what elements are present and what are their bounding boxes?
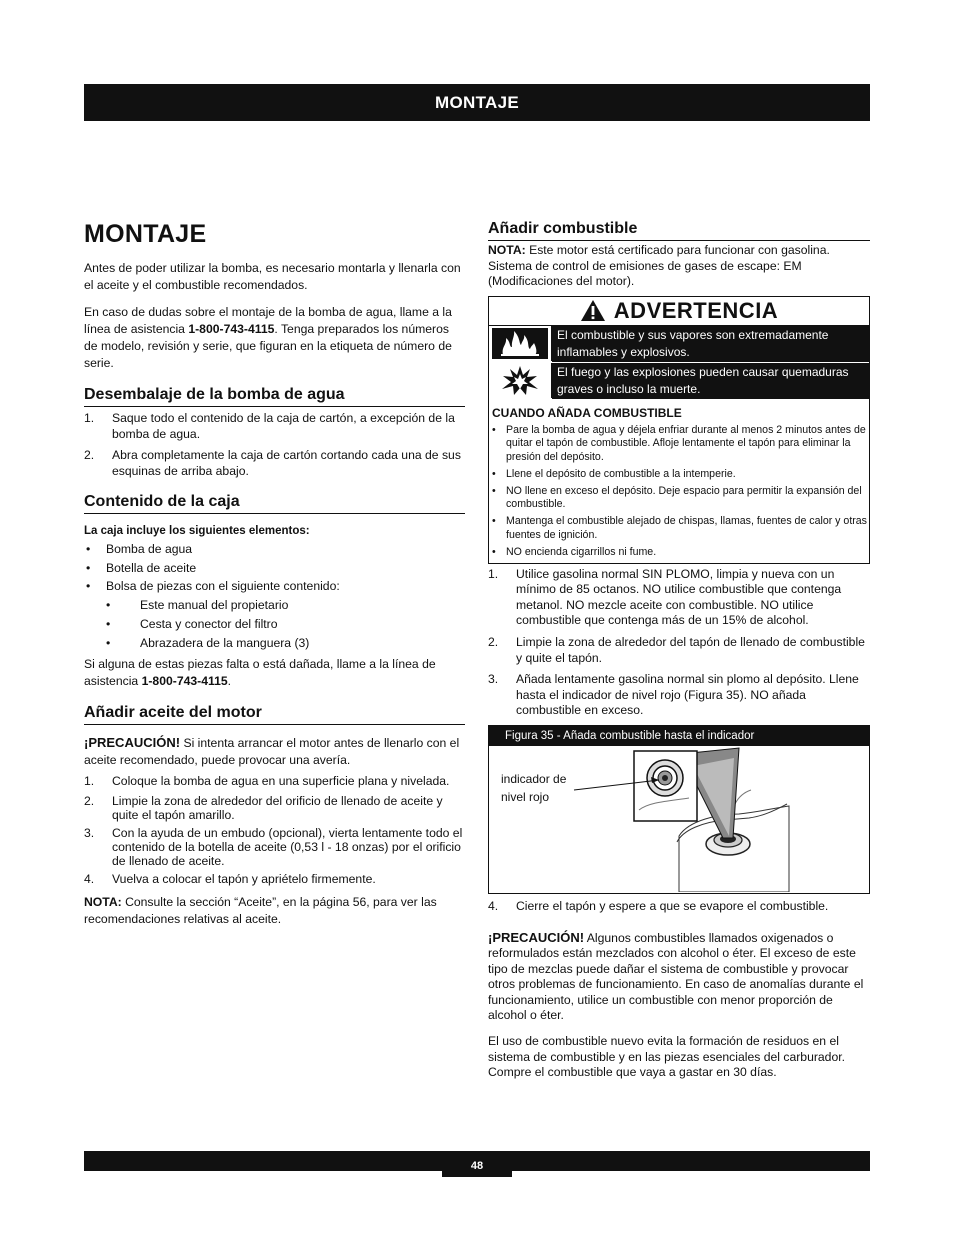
step-number: 3. <box>488 672 499 687</box>
explosion-icon <box>492 365 548 396</box>
oil-caution <box>84 734 465 769</box>
step-number: 2. <box>84 448 95 462</box>
step-number: 1. <box>84 411 95 425</box>
list-item: • Abrazadera de la manguera (3) <box>84 634 465 653</box>
step-number: 1. <box>84 774 95 789</box>
step-text: Con la ayuda de un embudo (opcional), vierta lentamente todo el contenido de la botella de aceite (0,53 l - 18 onzas) por el orificio de llenado de aceite. <box>112 825 463 868</box>
list-item <box>488 635 870 666</box>
list-item <box>488 672 870 719</box>
fuel-caution <box>488 930 870 1025</box>
missing-text-a: Si alguna de estas piezas falta o está dañada, llame a la línea de asistencia <box>84 657 436 689</box>
contents-heading: Contenido de la caja <box>84 493 465 514</box>
page-number: 48 <box>442 1151 512 1177</box>
list-item <box>84 448 465 479</box>
figure-label-line-2: nivel rojo <box>501 790 550 805</box>
list-item: • Bomba de agua <box>84 540 465 559</box>
warning-title: ADVERTENCIA <box>613 297 779 323</box>
list-item: • Pare la bomba de agua y déjela enfriar durante al menos 2 minutos antes de quitar el tapón de combustible. Afloje lentamente el tapón para eliminar la presión del depósito. <box>489 424 869 465</box>
hazard-text-fire: El combustible y sus vapores son extremadamente inflamables y explosivos. <box>552 326 869 362</box>
fuel-note <box>488 243 870 290</box>
step-number: 4. <box>84 871 95 886</box>
note-label: NOTA: <box>488 243 526 257</box>
step-text: Vuelva a colocar el tapón y apriételo firmemente. <box>112 871 376 886</box>
oil-steps <box>84 774 465 887</box>
intro-paragraph-1: Antes de poder utilizar la bomba, es necesario montarla y llenarla con el aceite y el combustible recomendados. <box>84 261 461 292</box>
step-text: Limpie la zona de alrededor del tapón de llenado de combustible y quite el tapón. <box>516 635 865 665</box>
list-item <box>84 872 465 888</box>
missing-parts-paragraph <box>84 656 465 690</box>
figure-label-line-1: indicador de <box>501 772 567 787</box>
warning-box <box>488 296 870 564</box>
support-phone: 1-800-743-4115 <box>141 674 228 689</box>
page-title: MONTAJE <box>84 220 207 248</box>
list-item <box>488 899 870 915</box>
figure-caption: Figura 35 - Añada combustible hasta el indicador <box>489 726 869 746</box>
warning-subheading: CUANDO AÑADA COMBUSTIBLE <box>489 400 869 420</box>
caution-text: Algunos combustibles llamados oxigenados o reformulados están mezclados con alcohol o éter. El exceso de este tipo de mezclas puede dañar el sistema de combustible y provocar otros problemas de funcionamiento. En caso de anomalías durante el funcionamiento, utilice un combustible con menor proporción de alcohol o éter. <box>488 930 864 1023</box>
list-item: • Botella de aceite <box>84 559 465 578</box>
step-text: Utilice gasolina normal SIN PLOMO, limpia y nueva con un mínimo de 85 octanos. NO utilice combustible que contenga metanol. NO mezcle aceite con combustible. NO utilice combustible que contenga más de un 15% de alcohol. <box>516 566 842 628</box>
caution-label: ¡PRECAUCIÓN! <box>84 735 181 751</box>
list-item: • NO llene en exceso el depósito. Deje espacio para permitir la expansión del combustible. <box>489 485 869 513</box>
warning-list <box>489 424 869 560</box>
hazard-row-fire <box>489 326 869 363</box>
hazard-icon-cell <box>489 363 552 398</box>
step-number: 4. <box>488 899 499 914</box>
step-text: Saque todo el contenido de la caja de cartón, a excepción de la bomba de agua. <box>112 411 455 441</box>
section-header-bar <box>84 84 870 121</box>
intro-text-a: En caso de dudas sobre el montaje de la bomba de agua, llame a la línea de asistencia <box>84 305 452 336</box>
fuel-closing-paragraph: El uso de combustible nuevo evita la formación de residuos en el sistema de combustible y en las piezas esenciales del carburador. Compre el combustible que vaya a gastar en 30 días. <box>488 1034 846 1080</box>
list-item: • Mantenga el combustible alejado de chispas, llamas, fuentes de calor y otras fuentes de ignición. <box>489 515 869 543</box>
list-item <box>488 567 870 629</box>
caution-label: ¡PRECAUCIÓN! <box>488 929 585 945</box>
warning-title-row <box>489 297 869 326</box>
note-text: Este motor está certificado para funcionar con gasolina. Sistema de control de emisiones de gases de escape: EM (Modificaciones del motor). <box>488 243 830 288</box>
note-label: NOTA: <box>84 895 122 910</box>
intro-text-b: . Tenga preparados los números de modelo, revisión y serie, que figuran en la etiqueta de número de serie. <box>84 322 452 370</box>
oil-heading: Añadir aceite del motor <box>84 704 465 725</box>
list-item <box>84 774 465 790</box>
list-item: • Llene el depósito de combustible a la intemperie. <box>489 468 869 482</box>
oil-note <box>84 894 465 928</box>
list-item: • Cesta y conector del filtro <box>84 615 465 634</box>
unpack-heading: Desembalaje de la bomba de agua <box>84 386 465 407</box>
list-item: • NO encienda cigarrillos ni fume. <box>489 546 869 560</box>
hazard-text-explosion: El fuego y las explosiones pueden causar quemaduras graves o incluso la muerte. <box>552 363 869 399</box>
fuel-steps <box>488 567 870 719</box>
left-column <box>84 220 465 928</box>
step-text: Añada lentamente gasolina normal sin plomo al depósito. Llene hasta el indicador de nivel rojo (Figura 35). NO añada combustible en exceso. <box>516 672 859 718</box>
step-number: 3. <box>84 825 95 840</box>
hazard-icon-cell <box>489 326 552 361</box>
flame-icon <box>492 328 548 359</box>
step-number: 2. <box>488 635 499 650</box>
step-text: Abra completamente la caja de cartón cortando cada una de sus esquinas de arriba abajo. <box>112 448 461 478</box>
contents-list <box>84 540 465 596</box>
right-column <box>488 220 870 1081</box>
list-item: • Bolsa de piezas con el siguiente contenido: <box>84 577 465 596</box>
list-item <box>84 794 465 822</box>
step-number: 1. <box>488 566 499 581</box>
section-header-title: MONTAJE <box>435 93 519 112</box>
list-item <box>84 411 465 442</box>
figure-35 <box>488 725 870 894</box>
list-item <box>84 826 465 868</box>
caution-text: Si intenta arrancar el motor antes de llenarlo con el aceite recomendado, puede provocar una avería. <box>84 736 460 768</box>
missing-text-b: . <box>227 674 232 689</box>
fuel-tank-illustration <box>489 746 869 892</box>
unpack-steps <box>84 411 465 479</box>
warning-triangle-icon <box>580 299 606 322</box>
hazard-row-explosion <box>489 363 869 400</box>
note-text: Consulte la sección “Aceite”, en la página 56, para ver las recomendaciones relativas al aceite. <box>84 895 437 927</box>
step-text: Cierre el tapón y espere a que se evapore el combustible. <box>516 899 829 914</box>
step-number: 2. <box>84 793 95 808</box>
contents-sublist <box>84 596 465 652</box>
step-text: Limpie la zona de alrededor del orificio de llenado de aceite y quite el tapón amarillo. <box>112 793 443 822</box>
intro-paragraph-2 <box>84 304 465 372</box>
fuel-step-4 <box>488 899 870 915</box>
list-item: • Este manual del propietario <box>84 596 465 615</box>
fuel-heading: Añadir combustible <box>488 220 870 241</box>
support-phone: 1-800-743-4115 <box>188 322 275 336</box>
contents-lead: La caja incluye los siguientes elementos: <box>84 525 310 537</box>
step-text: Coloque la bomba de agua en una superficie plana y nivelada. <box>112 774 450 789</box>
